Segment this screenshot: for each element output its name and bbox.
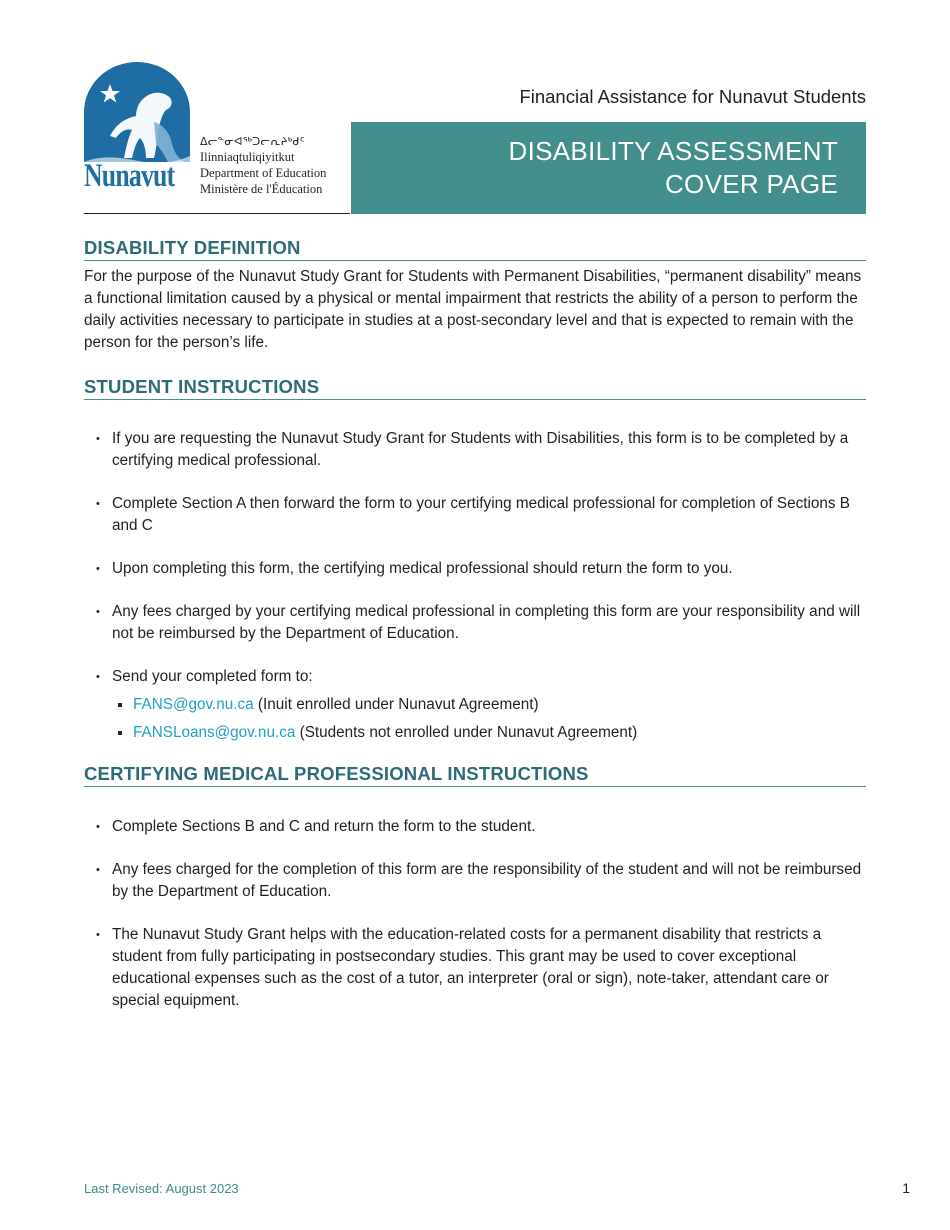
bullet-icon: • — [96, 433, 100, 445]
contact-note: (Inuit enrolled under Nunavut Agreement) — [253, 696, 539, 713]
bullet-icon: • — [96, 671, 100, 683]
page-title — [509, 135, 838, 201]
bullet-icon: • — [96, 821, 100, 833]
list-item: • Complete Section A then forward the form to your certifying medical professional for completion of Sections B and C — [96, 495, 851, 534]
list-item: • Any fees charged by your certifying medical professional in completing this form are your responsibility and will not be reimbursed by the Department of Education. — [96, 603, 861, 642]
page-title-line1: DISABILITY ASSESSMENT — [508, 136, 838, 166]
logo-french-name: Ministère de l'Éducation — [200, 182, 323, 196]
fans-email-link[interactable]: FANS@gov.nu.ca — [133, 696, 254, 713]
medical-instructions-list — [84, 816, 866, 1012]
logo-inuktitut-name: Ilinniaqtuliqiyitkut — [200, 150, 295, 164]
bullet-icon: • — [96, 929, 100, 941]
list-item: • Complete Sections B and C and return the form to the student. — [84, 816, 866, 838]
last-revised: Last Revised: August 2023 — [84, 1181, 239, 1196]
definition-heading: DISABILITY DEFINITION — [84, 237, 866, 261]
bullet-icon: • — [96, 864, 100, 876]
nunavut-logo — [84, 62, 340, 212]
list-item: • Send your completed form to: FANS@gov.nu.ca (Inuit enrolled under Nunavut Agreement) FANSLoans@gov.nu.ca (Students not enrolled under Nunavut Agreement) — [84, 666, 866, 744]
list-item: • The Nunavut Study Grant helps with the education-related costs for a permanent disability that restricts a student from fully participating in postsecondary studies. This grant may be used to cover exceptional educational expenses such as the cost of a tutor, an interpreter (oral or sign), note-taker, attendant care or special equipment. — [96, 926, 829, 1009]
medical-instructions-heading: CERTIFYING MEDICAL PROFESSIONAL INSTRUCTIONS — [84, 763, 866, 787]
list-item: • Upon completing this form, the certifying medical professional should return the form to you. — [84, 558, 866, 580]
bullet-icon: • — [96, 606, 100, 618]
student-instructions-list — [84, 428, 866, 750]
logo-syllabics: ᐃᓕᓐᓂᐊᖅᑐᓕᕆᔨᒃᑯᑦ — [200, 135, 305, 148]
contact-item — [112, 722, 866, 744]
square-bullet-icon — [118, 703, 122, 707]
contact-list — [112, 694, 866, 744]
list-item: • If you are requesting the Nunavut Study Grant for Students with Disabilities, this form is to be completed by a certifying medical professional. — [96, 430, 849, 469]
contact-item — [112, 694, 866, 716]
title-banner — [351, 122, 866, 214]
contact-note: (Students not enrolled under Nunavut Agreement) — [295, 724, 638, 741]
square-bullet-icon — [118, 731, 122, 735]
list-item: • Any fees charged for the completion of this form are the responsibility of the student and will not be reimbursed by the Department of Education. — [96, 861, 862, 900]
logo-english-name: Department of Education — [200, 166, 327, 180]
bullet-icon: • — [96, 498, 100, 510]
fansloans-email-link[interactable]: FANSLoans@gov.nu.ca — [133, 724, 296, 741]
header-divider — [84, 213, 350, 214]
bullet-icon: • — [96, 563, 100, 575]
program-title: Financial Assistance for Nunavut Students — [519, 86, 866, 107]
page-number: 1 — [902, 1180, 910, 1196]
logo-wordmark: Nunavut — [84, 158, 175, 194]
page-title-line2: COVER PAGE — [664, 169, 838, 199]
student-instructions-heading: STUDENT INSTRUCTIONS — [84, 376, 866, 400]
definition-text: For the purpose of the Nunavut Study Grant for Students with Permanent Disabilities, “permanent disability” means a functional limitation caused by a physical or mental impairment that restricts the ability of a person to perform the daily activities necessary to participate in studies at a post-secondary level and that is expected to remain with the person for the person’s life. — [84, 268, 862, 351]
